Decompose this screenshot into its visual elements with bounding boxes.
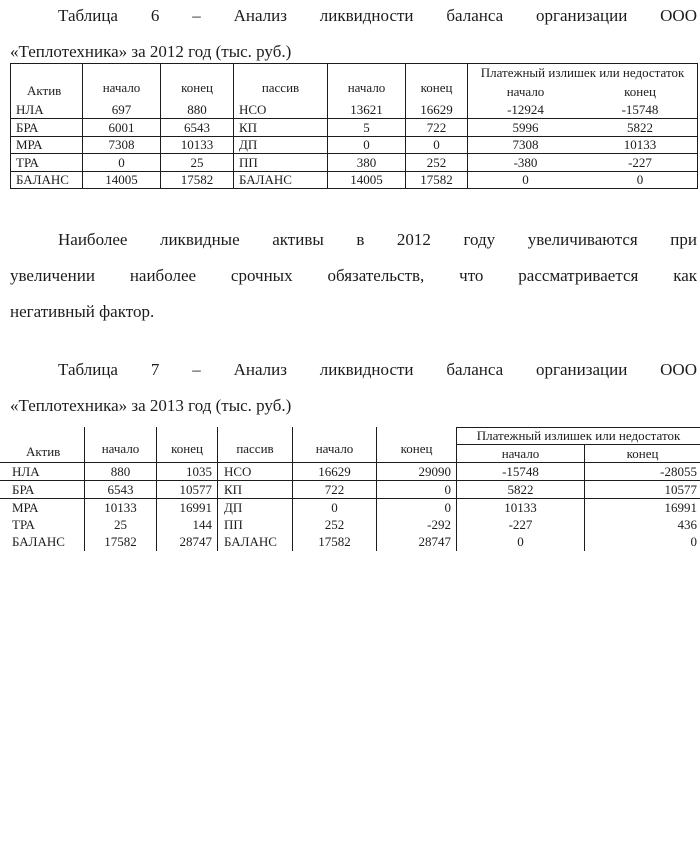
value-cell: 5822 bbox=[583, 119, 698, 137]
value-cell: 880 bbox=[85, 463, 157, 481]
column-header: конец bbox=[377, 427, 457, 463]
value-cell: 16991 bbox=[157, 499, 218, 516]
value-cell: -292 bbox=[377, 516, 457, 533]
table-row bbox=[0, 463, 700, 481]
table7-caption bbox=[10, 352, 697, 424]
row-label-cell: МРА bbox=[11, 137, 83, 154]
value-cell: 13621 bbox=[328, 101, 406, 119]
value-cell: 380 bbox=[328, 154, 406, 172]
value-cell: 6543 bbox=[85, 481, 157, 499]
value-cell: 697 bbox=[83, 101, 161, 119]
excess-header: Платежный излишек или недостаток bbox=[457, 427, 700, 445]
value-cell: 0 bbox=[83, 154, 161, 172]
row-label-cell: КП bbox=[234, 119, 328, 137]
value-cell: 0 bbox=[690, 534, 698, 549]
row-label-cell: НСО bbox=[218, 463, 293, 481]
value-cell: 0 bbox=[377, 481, 457, 499]
value-cell: 29090 bbox=[377, 463, 457, 481]
table-row bbox=[11, 101, 698, 119]
value-cell: 6543 bbox=[161, 119, 234, 137]
value-cell: 25 bbox=[161, 154, 234, 172]
column-header: начало bbox=[83, 64, 161, 101]
row-label-cell: ПП bbox=[234, 154, 328, 172]
row-label-cell: НЛА bbox=[11, 101, 83, 119]
row-label-cell: БАЛАНС bbox=[218, 533, 293, 551]
paragraph-line: увеличении наиболее срочных обязательств, что рассматривается как bbox=[10, 266, 697, 285]
value-cell: 0 bbox=[293, 499, 377, 516]
header-row bbox=[11, 64, 698, 82]
value-cell: 10133 bbox=[457, 499, 585, 516]
row-label-cell: БАЛАНС bbox=[0, 533, 85, 551]
value-cell: 880 bbox=[161, 101, 234, 119]
column-header: конец bbox=[406, 64, 468, 101]
table-row bbox=[0, 481, 700, 499]
value-cell: -227 bbox=[583, 154, 698, 172]
row-label-cell: НСО bbox=[234, 101, 328, 119]
row-label-cell: ДП bbox=[234, 137, 328, 154]
value-cell: -15748 bbox=[457, 463, 585, 481]
value-cell: 6001 bbox=[83, 119, 161, 137]
row-label-cell: БРА bbox=[11, 119, 83, 137]
caption-line: Таблица 7 – Анализ ликвидности баланса организации ООО bbox=[58, 360, 697, 379]
value-cell: 252 bbox=[293, 516, 377, 533]
value-cell: 722 bbox=[293, 481, 377, 499]
header-row bbox=[0, 427, 700, 445]
value-cell: 0 bbox=[583, 172, 698, 189]
column-header: пассив bbox=[234, 64, 328, 101]
row-label-cell: МРА bbox=[0, 499, 85, 516]
caption-line: «Теплотехника» за 2012 год (тыс. руб.) bbox=[10, 42, 292, 61]
table-row bbox=[11, 119, 698, 137]
row-label-cell: БРА bbox=[0, 481, 85, 499]
body-paragraph bbox=[10, 222, 697, 330]
column-header: начало bbox=[85, 427, 157, 463]
value-cell: -380 bbox=[468, 154, 583, 172]
table-row bbox=[11, 154, 698, 172]
value-cell: 14005 bbox=[83, 172, 161, 189]
table-row bbox=[0, 499, 700, 516]
value-cell: 10133 bbox=[85, 499, 157, 516]
excess-subheader: конец bbox=[583, 82, 698, 101]
liquidity-table-2012 bbox=[10, 63, 698, 189]
row-label-cell: КП bbox=[218, 481, 293, 499]
value-cell: -227 bbox=[457, 516, 585, 533]
table-row bbox=[0, 533, 700, 551]
column-header: начало bbox=[328, 64, 406, 101]
value-cell: 28747 bbox=[157, 533, 218, 551]
row-label-cell: БАЛАНС bbox=[11, 172, 83, 189]
value-cell: -12924 bbox=[468, 101, 583, 119]
table-row bbox=[0, 516, 700, 533]
value-cell: 0 bbox=[468, 172, 583, 189]
value-cell: 16629 bbox=[406, 101, 468, 119]
row-label-cell: БАЛАНС bbox=[234, 172, 328, 189]
table-row bbox=[11, 137, 698, 154]
value-cell: 10577 bbox=[157, 481, 218, 499]
column-header: Актив bbox=[11, 64, 83, 101]
excess-subheader: начало bbox=[457, 445, 585, 463]
row-label-cell: ТРА bbox=[11, 154, 83, 172]
liquidity-table-2013 bbox=[0, 427, 700, 551]
value-cell: 17582 bbox=[85, 533, 157, 551]
caption-line: «Теплотехника» за 2013 год (тыс. руб.) bbox=[10, 396, 292, 415]
paragraph-line: негативный фактор. bbox=[10, 302, 155, 321]
column-header: пассив bbox=[218, 427, 293, 463]
value-cell: 1035 bbox=[157, 463, 218, 481]
row-label-cell: ПП bbox=[218, 516, 293, 533]
excess-header: Платежный излишек или недостаток bbox=[468, 64, 698, 82]
column-header: конец bbox=[161, 64, 234, 101]
value-cell: 17582 bbox=[293, 533, 377, 551]
value-cell: -28055 bbox=[585, 463, 700, 481]
value-cell: 5822 bbox=[457, 481, 585, 499]
column-header: начало bbox=[293, 427, 377, 463]
value-cell: 0 bbox=[457, 533, 585, 551]
row-label-cell: ТРА bbox=[0, 516, 85, 533]
row-label-cell: ДП bbox=[218, 499, 293, 516]
value-cell: 17582 bbox=[406, 172, 468, 189]
value-cell: 7308 bbox=[468, 137, 583, 154]
value-cell: 16991 bbox=[664, 499, 698, 515]
value-cell: 0 bbox=[377, 499, 457, 516]
value-cell: 5 bbox=[328, 119, 406, 137]
table6-caption bbox=[10, 0, 697, 70]
value-cell: 7308 bbox=[83, 137, 161, 154]
value-cell: 10577 bbox=[585, 481, 700, 499]
paragraph-line: Наиболее ликвидные активы в 2012 году увеличиваются при bbox=[58, 230, 697, 249]
row-label-cell: НЛА bbox=[0, 463, 85, 481]
caption-line: Таблица 6 – Анализ ликвидности баланса организации ООО bbox=[58, 6, 697, 25]
value-cell: 722 bbox=[406, 119, 468, 137]
table-row bbox=[11, 172, 698, 189]
value-cell: 144 bbox=[157, 516, 218, 533]
column-header: конец bbox=[157, 427, 218, 463]
value-cell: 16629 bbox=[293, 463, 377, 481]
value-cell: 10133 bbox=[161, 137, 234, 154]
value-cell: 436 bbox=[677, 516, 698, 532]
value-cell: 17582 bbox=[161, 172, 234, 189]
value-cell: 5996 bbox=[468, 119, 583, 137]
value-cell: 14005 bbox=[328, 172, 406, 189]
column-header: Актив bbox=[0, 427, 85, 463]
value-cell: -15748 bbox=[583, 101, 698, 119]
value-cell: 25 bbox=[85, 516, 157, 533]
value-cell: 28747 bbox=[377, 533, 457, 551]
value-cell: 10133 bbox=[583, 137, 698, 154]
value-cell: 0 bbox=[406, 137, 468, 154]
value-cell: 252 bbox=[406, 154, 468, 172]
value-cell: 0 bbox=[328, 137, 406, 154]
excess-subheader: конец bbox=[585, 445, 700, 463]
excess-subheader: начало bbox=[506, 83, 545, 99]
